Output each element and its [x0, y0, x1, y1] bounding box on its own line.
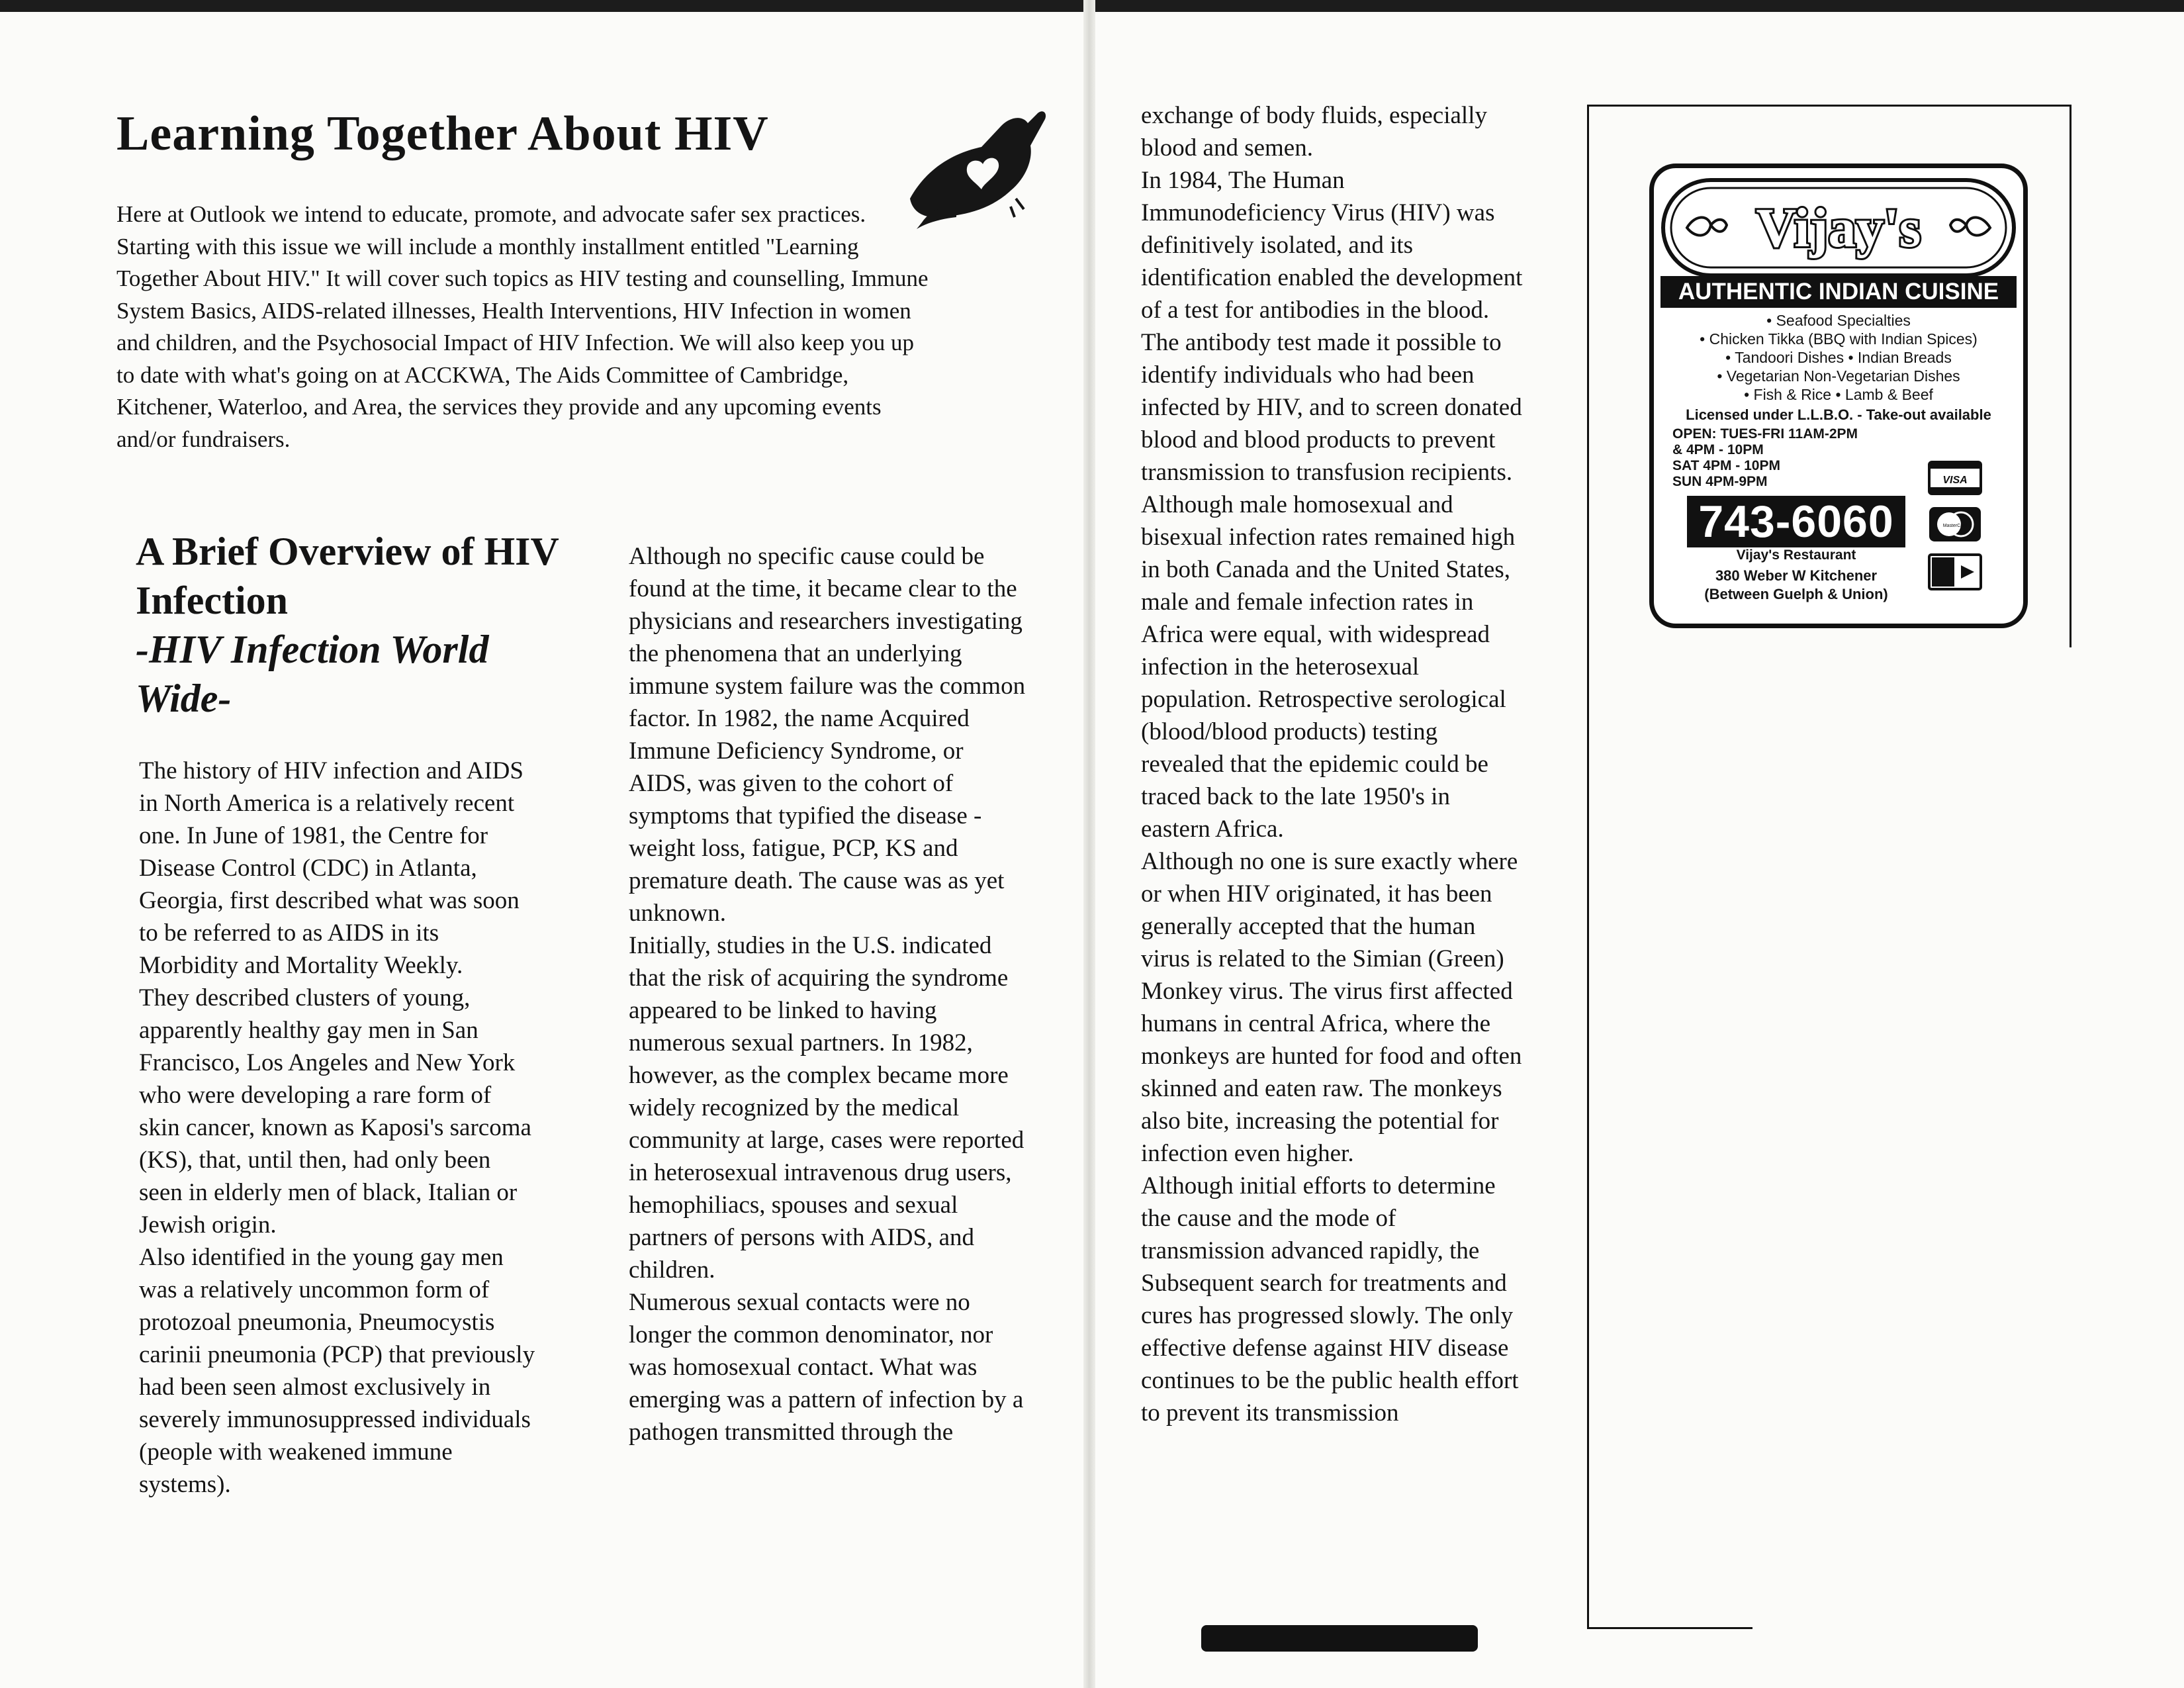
article-column-1: [139, 755, 536, 1501]
paragraph: Although no one is sure exactly where or when HIV originated, it has been generally accepted that the human virus is related to the Simian (Green) Monkey virus. The virus first affected humans in central Africa, where the monkeys are hunted for food and often skinned and eaten raw. The monkeys also bite, increasing the potential for infection even higher.: [1141, 848, 1522, 1167]
paragraph: Although initial efforts to determine the cause and the mode of transmission advanced rapidly, the Subsequent search for treatments and cures has progressed slowly. The only effective defense against HIV disease continues to be the public health effort to prevent its transmission: [1141, 1172, 1519, 1427]
article-column-3: [1141, 99, 1525, 1429]
ad-hours: [1672, 426, 1858, 490]
list-item: • Chicken Tikka (BBQ with Indian Spices): [1700, 330, 1978, 348]
article-title: A Brief Overview of HIV Infection: [136, 530, 559, 622]
hours-line: & 4PM - 10PM: [1672, 442, 1764, 457]
list-item: • Seafood Specialties: [1766, 312, 1911, 329]
ad-phone-number: 743-6060: [1687, 496, 1905, 547]
ad-specials-list: [1661, 311, 2017, 404]
hours-line: SUN 4PM-9PM: [1672, 474, 1768, 489]
paragraph: Initially, studies in the U.S. indicated that the risk of acquiring the syndrome appeared to be linked to having numerous sexual partners. In 1982, however, as the complex became more widely recognized by the medical community at large, cases were reported in heterosexual intravenous drug users, hemophiliacs, spouses and sexual partners of persons with AIDS, and children.: [629, 932, 1024, 1284]
list-item: • Tandoori Dishes • Indian Breads: [1725, 349, 1952, 366]
ad-tagline: AUTHENTIC INDIAN CUISINE: [1661, 276, 2017, 308]
paragraph: They described clusters of young, apparently healthy gay men in San Francisco, Los Angeles and New York who were developing a rare form of skin cancer, known as Kaposi's sarcoma (KS), that, until then, had only been seen in elderly men of black, Italian or Jewish origin.: [139, 984, 531, 1239]
hours-line: SAT 4PM - 10PM: [1672, 458, 1780, 473]
paragraph: Although no specific cause could be found at the time, it became clear to the physicians and researchers investigating the phenomena that an underlying immune system failure was the common factor. In 1982, the name Acquired Immune Deficiency Syndrome, or AIDS, was given to the cohort of symptoms that typified the disease - weight loss, fatigue, PCP, KS and premature death. The cause was as yet unknown.: [629, 543, 1026, 927]
list-item: • Vegetarian Non-Vegetarian Dishes: [1717, 367, 1960, 385]
svg-text:VISA: VISA: [1942, 475, 1968, 486]
ad-frame-rule: [1587, 1627, 1752, 1629]
paragraph: Also identified in the young gay men was a relatively uncommon form of protozoal pneumonia, Pneumocystis carinii pneumonia (PCP) that previously had been seen almost exclusively in severely immunosuppressed individuals (people with weakened immune systems).: [139, 1244, 535, 1498]
ad-address: [1680, 567, 1912, 604]
ad-frame-rule: [2070, 105, 2071, 647]
visa-card-icon: [1929, 462, 1981, 494]
paragraph: Although male homosexual and bisexual infection rates remained high in both Canada and the United States, male and female infection rates in Africa were equal, with widespread infection in the heterosexual population. Retrospective serological (blood/blood products) testing revealed that the epidemic could be traced back to the late 1950's in eastern Africa.: [1141, 491, 1516, 843]
article-subtitle: -HIV Infection World Wide-: [136, 628, 489, 720]
article-heading: [136, 527, 559, 723]
article-column-2: [629, 540, 1026, 1448]
address-line: (Between Guelph & Union): [1704, 586, 1888, 602]
ad-frame-rule: [1587, 105, 2071, 107]
logo-text: Vijay's: [1756, 197, 1921, 259]
address-line: 380 Weber W Kitchener: [1715, 567, 1878, 584]
hours-line: OPEN: TUES-FRI 11AM-2PM: [1672, 426, 1858, 442]
page-gutter: [1083, 0, 1095, 1688]
paragraph: exchange of body fluids, especially blood and semen.: [1141, 102, 1487, 162]
column-end-bar: [1201, 1625, 1478, 1652]
list-item: • Fish & Rice • Lamb & Beef: [1744, 386, 1933, 403]
interac-card-icon: [1929, 555, 1981, 589]
intro-paragraph: Here at Outlook we intend to educate, promote, and advocate safer sex practices. Starting with this issue we will include a monthly installment entitled "Learning Together About HIV." It will cover such topics as HIV testing and counselling, Immune System Basics, AIDS-related illnesses, Health Interventions, HIV Infection in women and children, and the Psychosocial Impact of HIV Infection. We will also keep you up to date with what's going on at ACCKWA, The Aids Committee of Cambridge, Kitchener, Waterloo, and Area, the services they provide and any upcoming events and/or fundraisers.: [116, 201, 929, 452]
vijays-logo: [1661, 177, 2017, 278]
svg-text:MasterCard: MasterCard: [1942, 524, 1968, 528]
paragraph: The history of HIV infection and AIDS in North America is a relatively recent one. In June of 1981, the Centre for Disease Control (CDC) in Atlanta, Georgia, first described what was soon to be referred to as AIDS in its Morbidity and Mortality Weekly.: [139, 757, 523, 979]
page-title: Learning Together About HIV: [116, 107, 769, 161]
ad-restaurant-name: Vijay's Restaurant: [1736, 547, 1856, 563]
paragraph: In 1984, The Human Immunodeficiency Virus (HIV) was definitively isolated, and its identification enabled the development of a test for antibodies in the blood. The antibody test made it possible to identify individuals who had been infected by HIV, and to screen donated blood and blood products to prevent transmission to transfusion recipients.: [1141, 167, 1523, 486]
ad-frame-rule: [1587, 105, 1589, 1627]
paragraph: Numerous sexual contacts were no longer the common denominator, nor was homosexual contact. What was emerging was a pattern of infection by a pathogen transmitted through the: [629, 1289, 1024, 1446]
restaurant-ad: [1649, 164, 2028, 628]
mastercard-icon: [1929, 507, 1981, 541]
payment-cards: [1925, 459, 1985, 592]
ad-license-note: Licensed under L.L.B.O. - Take-out available: [1686, 406, 1991, 423]
